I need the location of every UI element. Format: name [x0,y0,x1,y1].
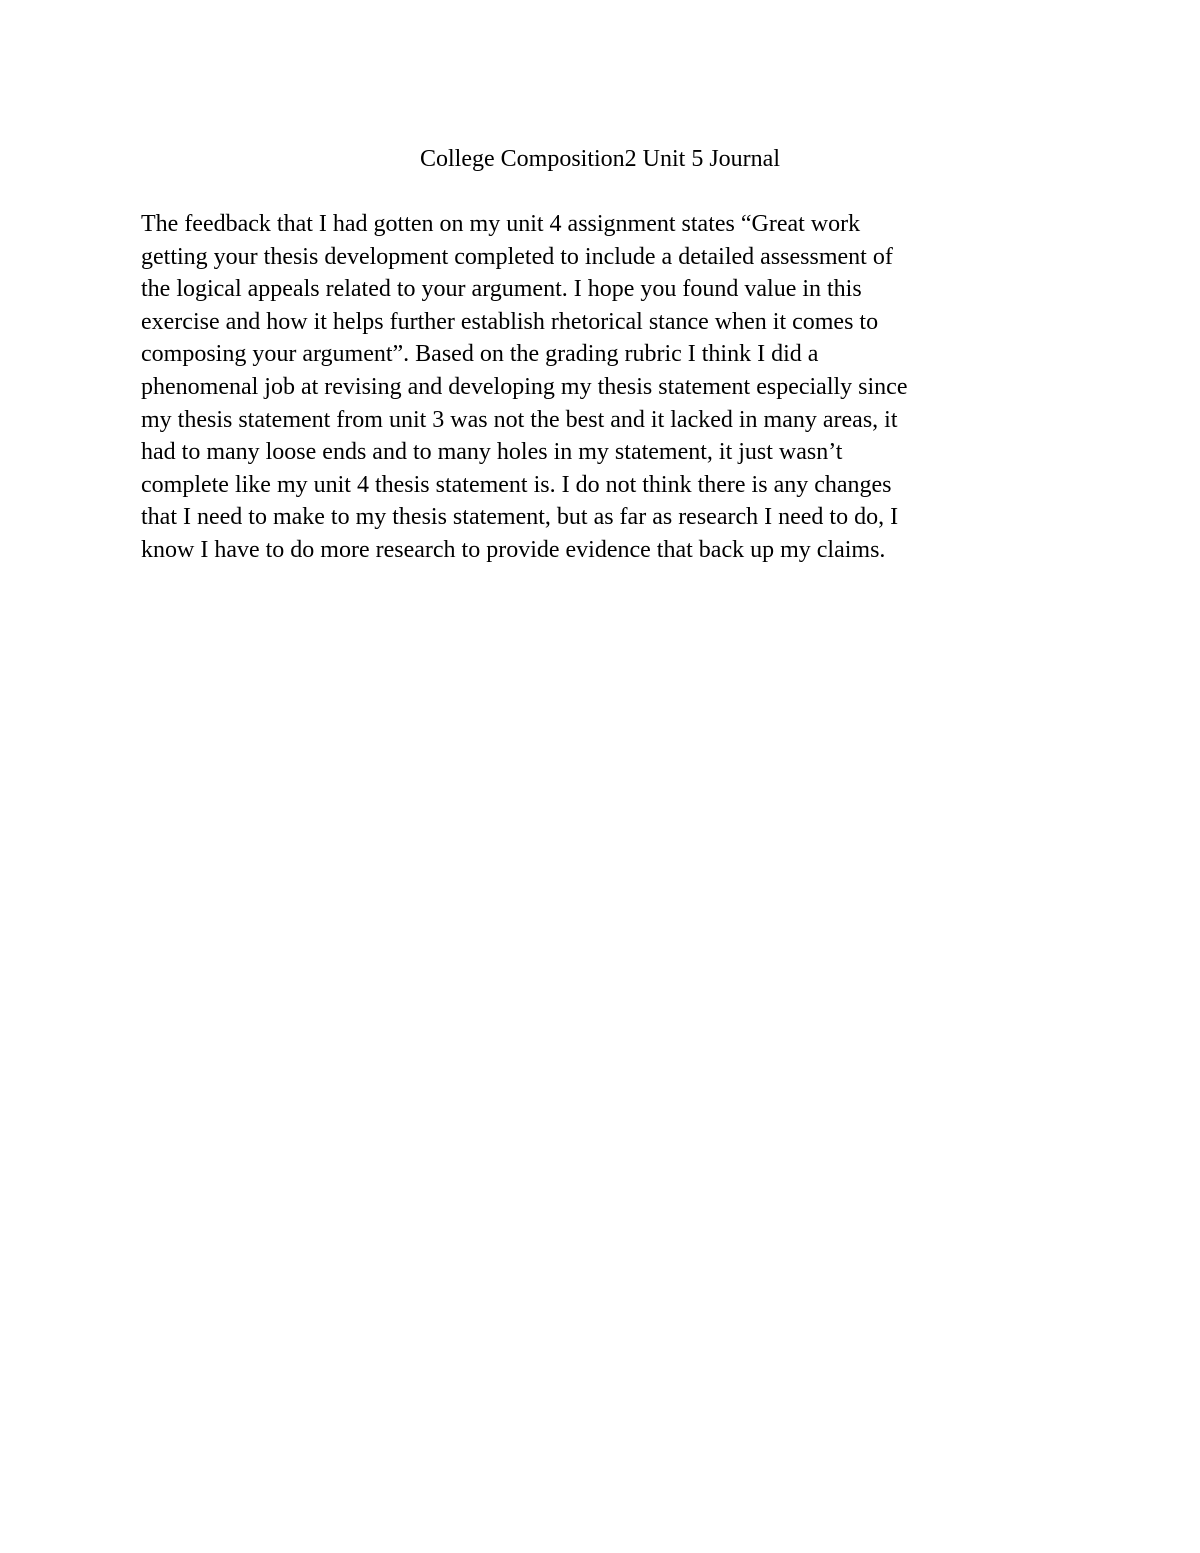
body-line: had to many loose ends and to many holes in my statement, it just wasn’t [141,439,843,466]
document-title: College Composition2 Unit 5 Journal [420,146,780,172]
body-line: know I have to do more research to provide evidence that back up my claims. [141,536,886,563]
body-line: the logical appeals related to your argument. I hope you found value in this [141,276,862,303]
document-body [141,208,1061,567]
body-line: complete like my unit 4 thesis statement is. I do not think there is any changes [141,471,892,498]
body-line: exercise and how it helps further establish rhetorical stance when it comes to [141,308,879,335]
body-line: my thesis statement from unit 3 was not the best and it lacked in many areas, it [141,406,898,433]
body-line: getting your thesis development completed to include a detailed assessment of [141,243,893,270]
body-line: The feedback that I had gotten on my unit 4 assignment states “Great work [141,211,861,237]
body-line: phenomenal job at revising and developing my thesis statement especially since [141,373,908,400]
body-line: composing your argument”. Based on the grading rubric I think I did a [141,341,819,368]
body-line: that I need to make to my thesis statement, but as far as research I need to do, I [141,504,899,531]
